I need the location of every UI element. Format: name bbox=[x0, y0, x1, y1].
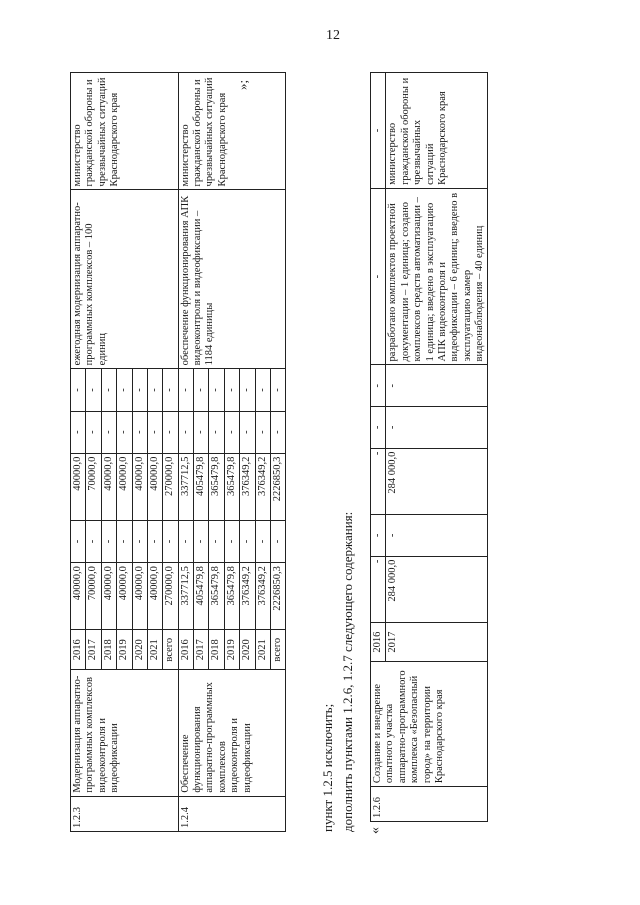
value-cell: - bbox=[132, 369, 147, 411]
item-number: 1.2.4 bbox=[178, 796, 286, 831]
value-cell: - bbox=[194, 520, 209, 562]
value-cell: - bbox=[240, 369, 255, 411]
total-cell: 270000,0 bbox=[163, 563, 178, 630]
value-cell: - bbox=[163, 369, 178, 411]
year-cell: 2021 bbox=[255, 630, 270, 670]
table-row bbox=[71, 73, 86, 832]
total-cell: 337712,5 bbox=[178, 563, 193, 630]
value-cell: - bbox=[270, 411, 285, 453]
total-cell: 365479,8 bbox=[224, 563, 239, 630]
value-cell: - bbox=[117, 520, 132, 562]
value-cell: - bbox=[101, 411, 116, 453]
value-cell: - bbox=[240, 520, 255, 562]
value-cell: 40000,0 bbox=[71, 453, 86, 520]
total-cell: 40000,0 bbox=[132, 563, 147, 630]
new-items-table bbox=[370, 72, 488, 822]
rotated-page-content bbox=[70, 72, 590, 832]
value-cell: - bbox=[178, 520, 193, 562]
value-cell: - bbox=[209, 411, 224, 453]
year-cell: 2017 bbox=[386, 622, 488, 661]
total-cell: 40000,0 bbox=[101, 563, 116, 630]
value-cell: - bbox=[224, 411, 239, 453]
item-name: Модернизация аппаратно-программных комплексов видеоконтроля и видеофиксации bbox=[71, 670, 179, 797]
result-cell: - bbox=[371, 188, 386, 365]
value-cell: 284 000,0 bbox=[386, 448, 488, 514]
value-cell: - bbox=[371, 407, 386, 449]
value-cell: - bbox=[178, 411, 193, 453]
value-cell: 40000,0 bbox=[147, 453, 162, 520]
value-cell: - bbox=[86, 369, 101, 411]
page-number: 12 bbox=[326, 28, 340, 43]
year-cell: 2016 bbox=[178, 630, 193, 670]
value-cell: - bbox=[255, 520, 270, 562]
item-name: Создание и внедрение опытного участка аппаратно-программного комплекса «Безопасный город» на территории Краснодарского края bbox=[371, 662, 488, 787]
value-cell: - bbox=[371, 365, 386, 407]
closing-mark: »; bbox=[235, 79, 250, 90]
value-cell: 376349,2 bbox=[240, 453, 255, 520]
value-cell: - bbox=[86, 411, 101, 453]
value-cell: - bbox=[132, 520, 147, 562]
value-cell: - bbox=[86, 520, 101, 562]
value-cell: - bbox=[117, 411, 132, 453]
total-cell: 284 000,0 bbox=[386, 556, 488, 622]
text-add-items: дополнить пунктами 1.2.6, 1.2.7 следующего содержания: bbox=[340, 511, 355, 832]
year-cell: 2018 bbox=[209, 630, 224, 670]
total-cell: 40000,0 bbox=[147, 563, 162, 630]
value-cell: 376349,2 bbox=[255, 453, 270, 520]
year-cell: 2021 bbox=[147, 630, 162, 670]
total-cell: - bbox=[371, 556, 386, 622]
executor-cell: министерство гражданской обороны и чрезвычайных ситуаций Краснодарского края bbox=[178, 73, 286, 190]
value-cell: 365479,8 bbox=[209, 453, 224, 520]
value-cell: - bbox=[147, 369, 162, 411]
executor-cell: министерство гражданской обороны и чрезвычайных ситуаций Краснодарского края bbox=[71, 73, 179, 190]
result-cell: обеспечение функционирования АПК видеоконтроля и видеофиксации – 1184 единицы bbox=[178, 190, 286, 369]
value-cell: - bbox=[147, 520, 162, 562]
value-cell: - bbox=[209, 520, 224, 562]
value-cell: - bbox=[386, 515, 488, 557]
year-cell: 2016 bbox=[71, 630, 86, 670]
value-cell: - bbox=[101, 369, 116, 411]
value-cell: - bbox=[194, 369, 209, 411]
table-row bbox=[178, 73, 193, 832]
year-cell: 2020 bbox=[132, 630, 147, 670]
value-cell: 70000,0 bbox=[86, 453, 101, 520]
value-cell: - bbox=[163, 411, 178, 453]
value-cell: - bbox=[371, 448, 386, 514]
value-cell: 365479,8 bbox=[224, 453, 239, 520]
value-cell: 270000,0 bbox=[163, 453, 178, 520]
value-cell: - bbox=[386, 365, 488, 407]
item-name: Обеспечение функционирования аппаратно-программных комплексов видеоконтроля и видеофиксации bbox=[178, 670, 286, 797]
program-table bbox=[70, 72, 286, 832]
total-cell: 376349,2 bbox=[255, 563, 270, 630]
total-cell: 40000,0 bbox=[71, 563, 86, 630]
value-cell: - bbox=[386, 407, 488, 449]
total-cell: 2226850,3 bbox=[270, 563, 285, 630]
year-cell: 2019 bbox=[224, 630, 239, 670]
total-cell: 405479,8 bbox=[194, 563, 209, 630]
opening-quote: « bbox=[368, 827, 383, 834]
value-cell: - bbox=[209, 369, 224, 411]
total-cell: 70000,0 bbox=[86, 563, 101, 630]
value-cell: 40000,0 bbox=[101, 453, 116, 520]
year-cell: 2018 bbox=[101, 630, 116, 670]
table-row bbox=[371, 73, 386, 822]
value-cell: - bbox=[240, 411, 255, 453]
year-cell: 2017 bbox=[86, 630, 101, 670]
value-cell: 337712,5 bbox=[178, 453, 193, 520]
year-cell: всего bbox=[163, 630, 178, 670]
value-cell: - bbox=[163, 520, 178, 562]
value-cell: - bbox=[270, 520, 285, 562]
total-cell: 365479,8 bbox=[209, 563, 224, 630]
result-cell: ежегодная модернизация аппаратно-программных комплексов – 100 единиц bbox=[71, 190, 179, 369]
value-cell: - bbox=[255, 411, 270, 453]
total-cell: 376349,2 bbox=[240, 563, 255, 630]
value-cell: - bbox=[371, 515, 386, 557]
value-cell: - bbox=[255, 369, 270, 411]
year-cell: 2020 bbox=[240, 630, 255, 670]
total-cell: 40000,0 bbox=[117, 563, 132, 630]
year-cell: 2017 bbox=[194, 630, 209, 670]
value-cell: 2226850,3 bbox=[270, 453, 285, 520]
value-cell: - bbox=[71, 369, 86, 411]
value-cell: - bbox=[178, 369, 193, 411]
item-number: 1.2.3 bbox=[71, 796, 179, 831]
year-cell: 2019 bbox=[117, 630, 132, 670]
result-cell: разработано комплектов проектной документации – 1 единица; создано комплексов средств автоматизации – 1 единица; введено в эксплуатацию АПК видеоконтроля и видеофиксации – 6 единиц; введено в эксплуатацию камер видеонаблюдения – 40 единиц bbox=[386, 188, 488, 365]
value-cell: - bbox=[71, 411, 86, 453]
value-cell: 40000,0 bbox=[117, 453, 132, 520]
value-cell: - bbox=[194, 411, 209, 453]
value-cell: 405479,8 bbox=[194, 453, 209, 520]
value-cell: - bbox=[71, 520, 86, 562]
value-cell: - bbox=[101, 520, 116, 562]
item-number: 1.2.6 bbox=[371, 787, 488, 822]
value-cell: - bbox=[270, 369, 285, 411]
value-cell: - bbox=[147, 411, 162, 453]
value-cell: - bbox=[224, 369, 239, 411]
value-cell: - bbox=[224, 520, 239, 562]
text-exclude-item: пункт 1.2.5 исключить; bbox=[320, 703, 335, 832]
executor-cell: министерство гражданской обороны и чрезвычайных ситуаций Краснодарского края bbox=[386, 73, 488, 189]
value-cell: - bbox=[132, 411, 147, 453]
value-cell: - bbox=[117, 369, 132, 411]
value-cell: 40000,0 bbox=[132, 453, 147, 520]
year-cell: всего bbox=[270, 630, 285, 670]
executor-cell: - bbox=[371, 73, 386, 189]
year-cell: 2016 bbox=[371, 622, 386, 661]
